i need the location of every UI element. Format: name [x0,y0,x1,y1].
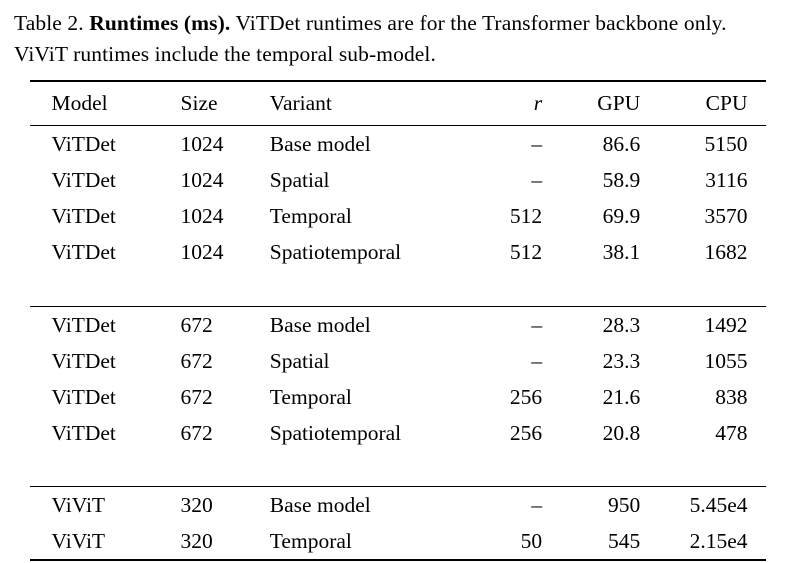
table-body-group-1024 [30,126,766,307]
cell-gpu: 38.1 [602,240,641,264]
cell-cpu: 1492 [656,306,765,343]
cell-size: 320 [171,487,262,524]
table-caption [14,8,781,70]
table-row [30,523,766,560]
cell-model: ViViT [30,487,171,524]
cell-size: 1024 [171,126,262,163]
cell-r: 512 [509,204,543,228]
cell-variant: Spatial [269,168,330,192]
cell-cpu: 3116 [705,168,748,192]
cell-size: 672 [180,420,213,445]
cell-variant: Temporal [269,384,352,409]
column-header-model: Model [30,81,171,126]
cell-model: ViTDet [51,240,116,264]
cell-gpu: 545 [556,523,656,560]
cell-r: 50 [471,523,556,560]
cell-cpu: 1682 [704,240,748,264]
cell-size: 1024 [180,204,224,228]
caption-label: Table 2. [14,11,84,35]
cell-gpu: 20.8 [602,420,641,445]
cell-model: ViTDet [51,348,116,373]
cell-model: ViTDet [51,204,116,228]
cell-size: 1024 [180,240,224,264]
cell-model: ViTDet [51,168,116,192]
caption-rest: ViTDet runtimes are for the Transformer backbone only. ViViT runtimes include the temporal sub-model. [14,11,727,66]
cell-r: – [471,126,556,163]
cell-variant: Base model [262,126,471,163]
cell-size: 672 [180,348,213,373]
cell-variant: Spatiotemporal [269,420,402,445]
cell-gpu: 58.9 [602,168,641,192]
table-row [30,162,766,198]
cell-cpu: 1055 [704,348,748,373]
cell-size: 320 [171,523,262,560]
table-header-row [30,81,766,126]
cell-r: – [531,348,543,373]
table-row [30,415,766,451]
cell-size: 1024 [180,168,224,192]
cell-variant: Temporal [262,523,471,560]
group-gap [30,451,766,487]
cell-variant: Temporal [269,204,352,228]
column-header-r: r [471,81,556,126]
table-row [30,234,766,270]
cell-r: – [471,487,556,524]
cell-cpu: 5.45e4 [656,487,765,524]
cell-variant: Base model [262,487,471,524]
table-header [30,81,766,126]
table-body-group-vivit [30,487,766,561]
cell-cpu: 2.15e4 [656,523,765,560]
cell-gpu: 23.3 [602,348,641,373]
cell-model: ViTDet [51,384,116,409]
cell-size: 672 [180,384,213,409]
cell-r: – [471,306,556,343]
runtimes-table [30,80,766,561]
cell-r: 256 [509,420,543,445]
cell-r: 256 [509,384,543,409]
table-row [30,126,766,163]
table-row [30,487,766,524]
cell-model: ViTDet [30,306,171,343]
cell-variant: Base model [262,306,471,343]
cell-cpu: 478 [715,420,748,445]
cell-r: – [531,168,543,192]
cell-model: ViTDet [51,420,116,445]
group-gap [30,270,766,306]
cell-gpu: 69.9 [602,204,641,228]
cell-cpu: 3570 [704,204,748,228]
cell-cpu: 838 [715,384,748,409]
cell-gpu: 28.3 [556,306,656,343]
cell-cpu: 5150 [656,126,765,163]
cell-gpu: 950 [556,487,656,524]
cell-variant: Spatiotemporal [269,240,402,264]
column-header-size: Size [171,81,262,126]
cell-gpu: 21.6 [602,384,641,409]
cell-gpu: 86.6 [556,126,656,163]
cell-size: 672 [171,306,262,343]
table-row [30,343,766,379]
cell-model: ViTDet [30,126,171,163]
cell-variant: Spatial [269,348,330,373]
table-row [30,306,766,343]
table-row [30,198,766,234]
column-header-gpu: GPU [556,81,656,126]
table-row [30,379,766,415]
cell-model: ViViT [30,523,171,560]
caption-title: Runtimes (ms). [89,11,231,35]
column-header-cpu: CPU [656,81,765,126]
cell-r: 512 [509,240,543,264]
table-body-group-672 [30,306,766,487]
column-header-variant: Variant [262,81,471,126]
